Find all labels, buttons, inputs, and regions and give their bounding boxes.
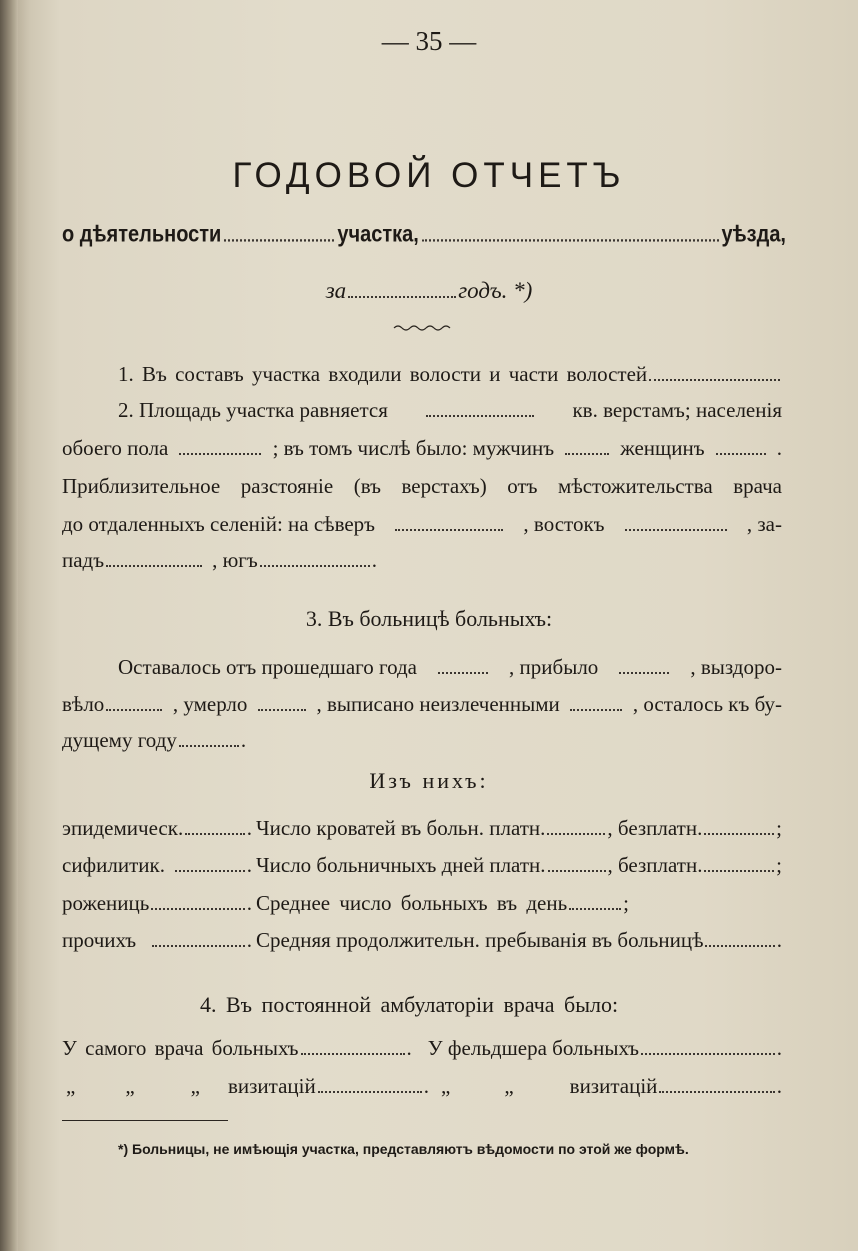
report-title: ГОДОВОЙ ОТЧЕТЪ xyxy=(232,156,626,195)
footnote: *) Больницы, не имѣющія участка, представляютъ вѣдомости по этой же формѣ. xyxy=(118,1141,689,1157)
row-left-label: прочихъ xyxy=(62,928,137,952)
period-mark: . xyxy=(776,436,782,460)
blank-field xyxy=(106,564,202,567)
blank-field xyxy=(258,708,306,711)
item-2-text: женщинъ xyxy=(620,436,705,460)
ditto-mark: „ xyxy=(504,1074,514,1098)
section-3-line-3 xyxy=(62,728,246,753)
section-3-text: , выздоро- xyxy=(690,655,782,679)
period-mark: . xyxy=(423,1074,429,1098)
section-4-text: визитацій xyxy=(227,1074,316,1098)
footnote-rule xyxy=(62,1120,228,1121)
period-prefix: за xyxy=(325,278,347,303)
row-left-label: эпидемическ. xyxy=(62,816,184,840)
blank-field xyxy=(224,223,334,241)
period-mark: . xyxy=(406,1036,412,1060)
section-4-text: У самого врача больныхъ xyxy=(62,1036,299,1060)
section-3-subheading: Изъ нихъ: xyxy=(369,768,489,793)
item-1 xyxy=(118,362,782,387)
blank-field xyxy=(179,452,261,455)
section-3-text: вѣло xyxy=(62,692,105,716)
report-subtitle xyxy=(62,222,786,248)
item-2-line-2 xyxy=(62,436,782,461)
section-3-segment xyxy=(62,692,164,717)
blank-field xyxy=(565,452,609,455)
blank-field xyxy=(570,708,622,711)
row-left-cell xyxy=(62,891,252,916)
row-right-text: Средняя продолжительн. пребыванія въ больницѣ xyxy=(256,928,704,952)
section-3-text: , умерло xyxy=(172,692,248,716)
table-row xyxy=(62,928,782,953)
period-suffix: годъ. *) xyxy=(458,278,533,303)
row-end-mark: . xyxy=(776,928,782,952)
blank-field xyxy=(348,296,456,298)
item-2-text: , югъ xyxy=(212,548,258,572)
blank-field xyxy=(318,1090,422,1093)
blank-field xyxy=(716,452,766,455)
section-4-row-1 xyxy=(62,1036,782,1061)
ditto-mark: „ xyxy=(66,1074,76,1098)
table-row xyxy=(62,853,782,878)
blank-field xyxy=(438,671,488,674)
item-2-text: , востокъ xyxy=(523,512,605,536)
period-mark: . xyxy=(371,548,378,572)
blank-field xyxy=(548,869,606,872)
report-period xyxy=(0,278,858,304)
blank-field xyxy=(569,907,621,910)
blank-field xyxy=(260,564,370,567)
row-left-cell xyxy=(62,928,252,953)
blank-field xyxy=(619,671,669,674)
item-2-text: кв. верстамъ; населенія xyxy=(572,398,782,422)
period-mark: . xyxy=(246,891,252,915)
blank-field xyxy=(625,528,727,531)
period-mark: . xyxy=(240,728,247,752)
item-2-line-4 xyxy=(62,512,782,537)
period-mark: . xyxy=(776,1036,782,1060)
item-2-line-3: Приблизительное разстояніе (въ верстахъ) отъ мѣстожительства врача xyxy=(62,474,782,498)
row-end-mark: ; xyxy=(776,853,782,877)
page-number: — 35 — xyxy=(381,26,477,56)
section-4-text: визитацій xyxy=(569,1074,658,1098)
blank-field xyxy=(547,832,605,835)
blank-field xyxy=(179,744,239,747)
decorative-wave-divider xyxy=(392,322,452,332)
row-left-cell xyxy=(62,816,252,841)
row-right-text: Число больничныхъ дней платн. xyxy=(256,853,546,877)
section-4-row-2 xyxy=(62,1074,782,1099)
row-end-mark: ; xyxy=(623,891,630,915)
item-2-line-1 xyxy=(118,398,782,423)
period-mark: . xyxy=(246,816,252,840)
row-left-label: сифилитик. xyxy=(62,853,165,877)
blank-field xyxy=(301,1052,405,1055)
item-2-text: падъ xyxy=(62,548,105,572)
row-end-mark: ; xyxy=(776,816,782,840)
section-3-line-1 xyxy=(118,655,782,680)
blank-field xyxy=(106,708,162,711)
subtitle-part2: участка, xyxy=(337,222,419,248)
section-4-heading: 4. Въ постоянной амбулаторіи врача было: xyxy=(200,992,619,1017)
period-mark: . xyxy=(776,1074,782,1098)
row-left-cell xyxy=(62,853,252,878)
blank-field xyxy=(704,832,774,835)
period-mark: . xyxy=(246,853,252,877)
item-2-text: до отдаленныхъ селеній: на сѣверъ xyxy=(62,512,376,536)
subtitle-part1: о дѣятельности xyxy=(62,222,222,248)
section-3-line-2 xyxy=(62,692,782,717)
item-2-line-5 xyxy=(62,548,377,573)
blank-field xyxy=(151,907,244,910)
section-3-text: Оставалось отъ прошедшаго года xyxy=(118,655,418,679)
blank-field xyxy=(395,528,503,531)
row-left-label: рожениць xyxy=(62,891,150,915)
blank-field xyxy=(659,1090,774,1093)
period-mark: . xyxy=(246,928,252,952)
blank-field xyxy=(704,869,774,872)
section-3-text: дущему году xyxy=(62,728,177,752)
row-right-text: Число кроватей въ больн. платн. xyxy=(256,816,546,840)
table-row xyxy=(62,816,782,841)
item-2-text: обоего пола xyxy=(62,436,169,460)
blank-field xyxy=(649,378,780,381)
ditto-mark: „ xyxy=(190,1074,200,1098)
subtitle-part3: уѣзда, xyxy=(721,222,786,248)
row-right-text: Среднее число больныхъ въ день xyxy=(256,891,568,915)
section-3-text: , прибыло xyxy=(509,655,599,679)
row-right-text: , безплатн. xyxy=(607,816,703,840)
table-row xyxy=(62,891,782,916)
section-3-heading: 3. Въ больницѣ больныхъ: xyxy=(305,606,553,631)
item-2-text: ; въ томъ числѣ было: мужчинъ xyxy=(272,436,555,460)
ditto-mark: „ xyxy=(125,1074,135,1098)
blank-field xyxy=(185,832,245,835)
blank-field xyxy=(422,223,719,241)
ditto-mark: „ xyxy=(441,1074,451,1098)
blank-field xyxy=(705,944,774,947)
blank-field xyxy=(175,869,245,872)
section-4-text: У фельдшера больныхъ xyxy=(427,1036,640,1060)
blank-field xyxy=(152,944,245,947)
item-2-text: , за- xyxy=(746,512,782,536)
blank-field xyxy=(426,414,534,417)
item-2-text: 2. Площадь участка равняется xyxy=(118,398,388,422)
item-1-text: 1. Въ составъ участка входили волости и части волостей xyxy=(118,362,648,386)
section-3-text: , осталось къ бу- xyxy=(632,692,782,716)
row-right-text: , безплатн. xyxy=(607,853,703,877)
blank-field xyxy=(641,1052,775,1055)
section-3-text: , выписано неизлеченными xyxy=(316,692,560,716)
